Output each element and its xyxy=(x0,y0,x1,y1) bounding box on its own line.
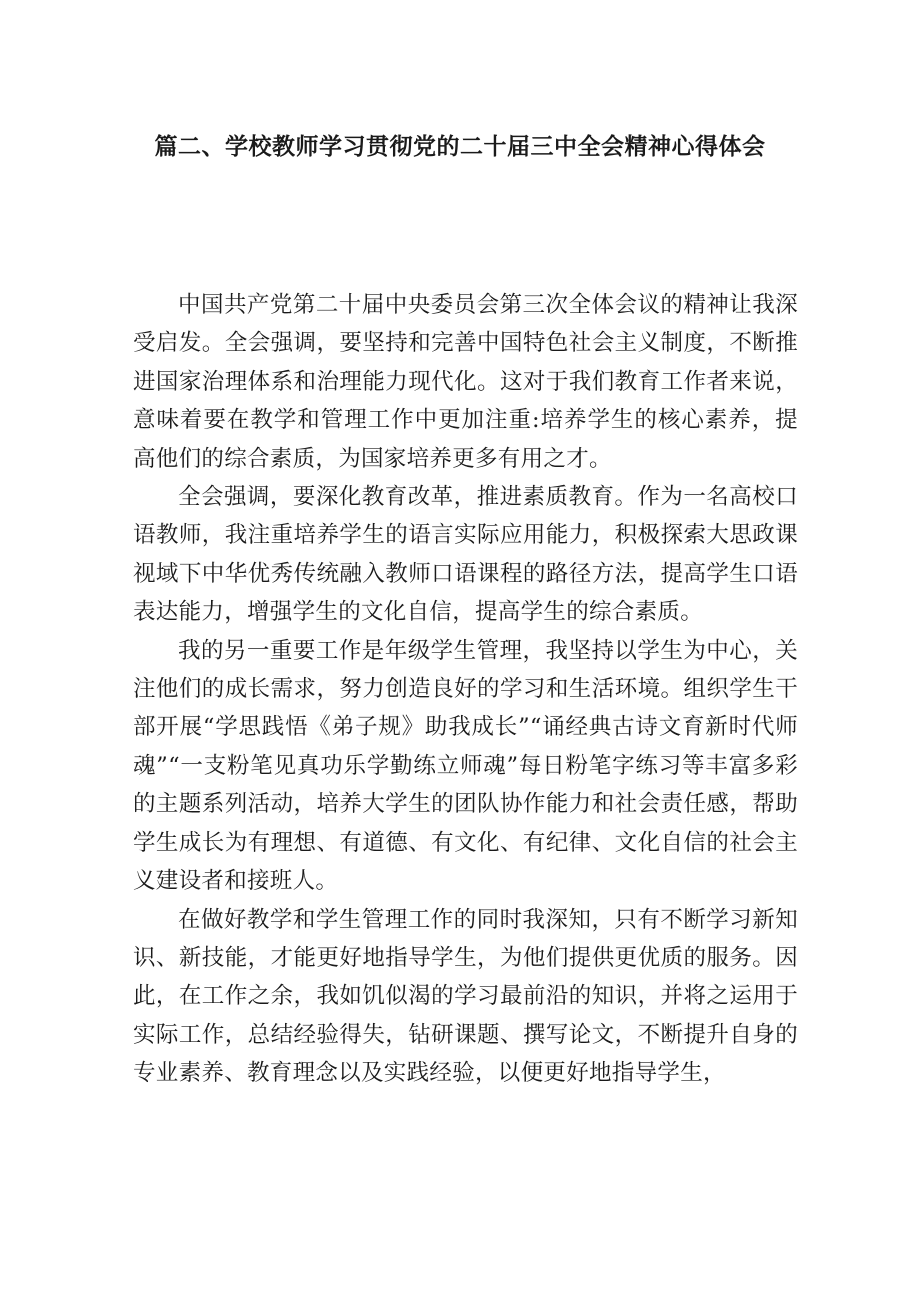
paragraph-3: 我的另一重要工作是年级学生管理，我坚持以学生为中心，关注他们的成长需求，努力创造良好的学习和生活环境。组织学生干部开展“学思践悟《弟子规》助我成长”“诵经典古诗文育新时代师魂”“一支粉笔见真功乐学勤练立师魂”每日粉笔字练习等丰富多彩的主题系列活动，培养大学生的团队协作能力和社会责任感，帮助学生成长为有理想、有道德、有文化、有纪律、文化自信的社会主义建设者和接班人。 xyxy=(133,637,798,895)
document-body xyxy=(133,286,798,1093)
paragraph-1: 中国共产党第二十届中央委员会第三次全体会议的精神让我深受启发。全会强调，要坚持和完善中国特色社会主义制度，不断推进国家治理体系和治理能力现代化。这对于我们教育工作者来说，意味着要在教学和管理工作中更加注重:培养学生的核心素养，提高他们的综合素质，为国家培养更多有用之才。 xyxy=(133,292,798,472)
paragraph-4: 在做好教学和学生管理工作的同时我深知，只有不断学习新知识、新技能，才能更好地指导学生，为他们提供更优质的服务。因此，在工作之余，我如饥似渴的学习最前沿的知识，并将之运用于实际工作，总结经验得失，钻研课题、撰写论文，不断提升自身的专业素养、教育理念以及实践经验，以便更好地指导学生， xyxy=(133,906,798,1087)
paragraph-2: 全会强调，要深化教育改革，推进素质教育。作为一名高校口语教师，我注重培养学生的语言实际应用能力，积极探索大思政课视域下中华优秀传统融入教师口语课程的路径方法，提高学生口语表达能力，增强学生的文化自信，提高学生的综合素质。 xyxy=(133,484,798,626)
document-title: 篇二、学校教师学习贯彻党的二十届三中全会精神心得体会 xyxy=(154,134,766,160)
